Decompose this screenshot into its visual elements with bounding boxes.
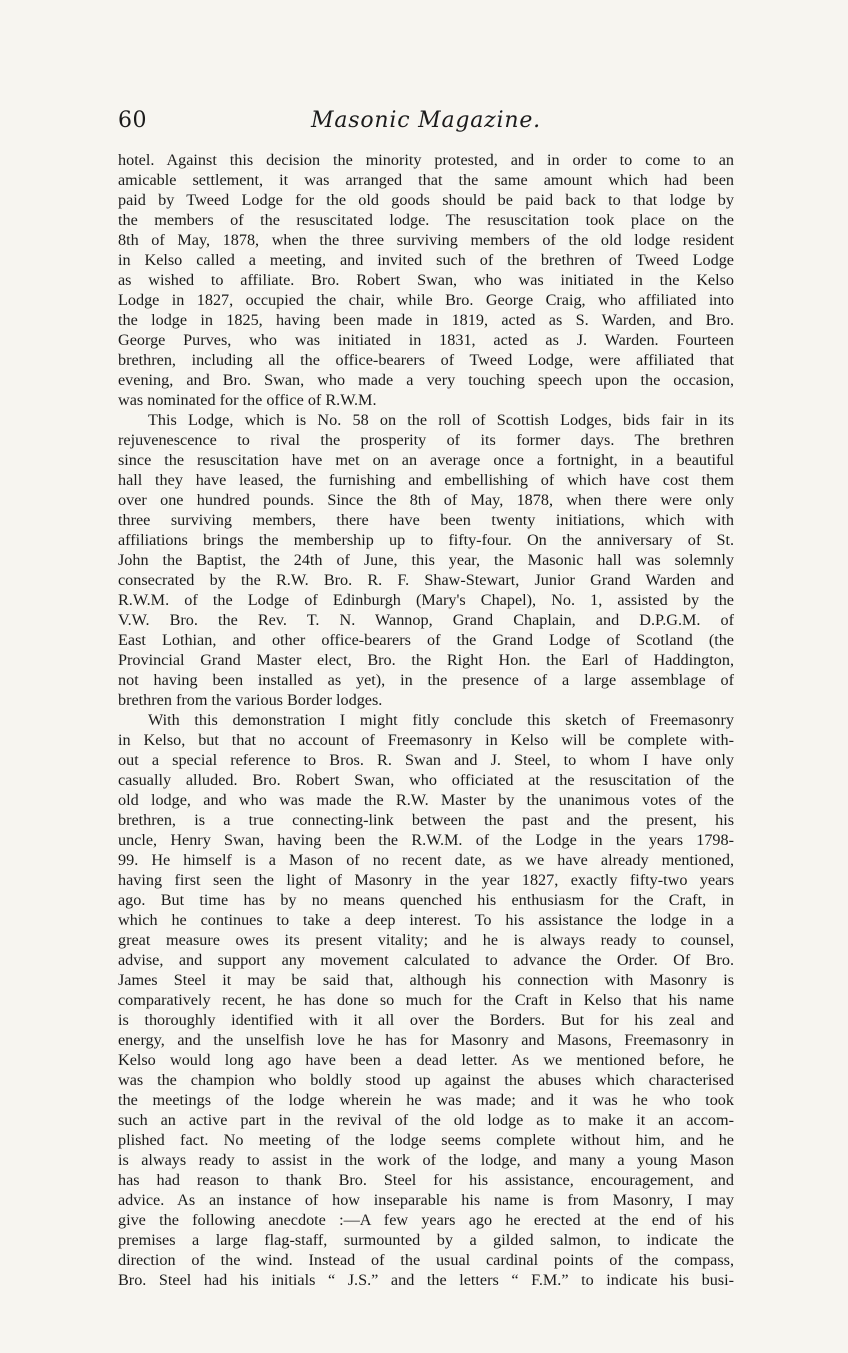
text-line: premises a large flag-staff, surmounted by a gilded salmon, to indicate the [118,1231,734,1249]
text-line: John the Baptist, the 24th of June, this year, the Masonic hall was solemnly [118,551,734,569]
text-line: affiliations brings the membership up to fifty-four. On the anniversary of St. [118,531,734,549]
running-head [118,108,734,142]
paragraph [118,410,734,710]
page-number: 60 [118,108,147,133]
text-line: uncle, Henry Swan, having been the R.W.M. of the Lodge in the years 1798- [118,831,734,849]
text-line: casually alluded. Bro. Robert Swan, who officiated at the resuscitation of the [118,771,734,789]
text-line: amicable settlement, it was arranged that the same amount which had been [118,171,734,189]
text-line: plished fact. No meeting of the lodge seems complete without him, and he [118,1131,734,1149]
text-line: consecrated by the R.W. Bro. R. F. Shaw-Stewart, Junior Grand Warden and [118,571,734,589]
text-line: 8th of May, 1878, when the three surviving members of the old lodge resident [118,231,734,249]
text-line: brethren, is a true connecting-link between the past and the present, his [118,811,734,829]
text-line: great measure owes its present vitality; and he is always ready to counsel, [118,931,734,949]
text-line: comparatively recent, he has done so much for the Craft in Kelso that his name [118,991,734,1009]
text-line: brethren, including all the office-bearers of Tweed Lodge, were affiliated that [118,351,734,369]
text-line: the lodge in 1825, having been made in 1819, acted as S. Warden, and Bro. [118,311,734,329]
text-line: over one hundred pounds. Since the 8th of May, 1878, when there were only [118,491,734,509]
paragraph [118,150,734,410]
text-line: Bro. Steel had his initials “ J.S.” and the letters “ F.M.” to indicate his busi- [118,1271,734,1289]
text-line: in Kelso, but that no account of Freemasonry in Kelso will be complete with- [118,731,734,749]
text-line: is always ready to assist in the work of the lodge, and many a young Mason [118,1151,734,1169]
text-line: advice. As an instance of how inseparable his name is from Masonry, I may [118,1191,734,1209]
text-line: give the following anecdote :—A few years ago he erected at the end of his [118,1211,734,1229]
text-line: as wished to affiliate. Bro. Robert Swan, who was initiated in the Kelso [118,271,734,289]
text-line: R.W.M. of the Lodge of Edinburgh (Mary's Chapel), No. 1, assisted by the [118,591,734,609]
text-line: has had reason to thank Bro. Steel for his assistance, encouragement, and [118,1171,734,1189]
paragraph [118,710,734,1290]
text-line: hall they have leased, the furnishing and embellishing of which have cost them [118,471,734,489]
text-line: This Lodge, which is No. 58 on the roll of Scottish Lodges, bids fair in its [148,411,734,429]
article-body [118,150,734,1290]
text-line: the meetings of the lodge wherein he was made; and it was he who took [118,1091,734,1109]
text-line: evening, and Bro. Swan, who made a very touching speech upon the occasion, [118,371,734,389]
text-line: George Purves, who was initiated in 1831, acted as J. Warden. Fourteen [118,331,734,349]
text-line: having first seen the light of Masonry in the year 1827, exactly fifty-two years [118,871,734,889]
text-line: hotel. Against this decision the minority protested, and in order to come to an [118,151,734,169]
page-title: Masonic Magazine. [311,108,541,133]
text-line: paid by Tweed Lodge for the old goods should be paid back to that lodge by [118,191,734,209]
text-line: With this demonstration I might fitly conclude this sketch of Freemasonry [148,711,734,729]
text-line: was the champion who boldly stood up against the abuses which characterised [118,1071,734,1089]
text-line: V.W. Bro. the Rev. T. N. Wannop, Grand Chaplain, and D.P.G.M. of [118,611,734,629]
text-line: East Lothian, and other office-bearers of the Grand Lodge of Scotland (the [118,631,734,649]
text-line: old lodge, and who was made the R.W. Master by the unanimous votes of the [118,791,734,809]
text-line: advise, and support any movement calculated to advance the Order. Of Bro. [118,951,734,969]
text-line: brethren from the various Border lodges. [118,691,383,709]
text-line: out a special reference to Bros. R. Swan and J. Steel, to whom I have only [118,751,734,769]
text-line: is thoroughly identified with it all over the Borders. But for his zeal and [118,1011,734,1029]
text-line: Kelso would long ago have been a dead letter. As we mentioned before, he [118,1051,734,1069]
text-line: the members of the resuscitated lodge. The resuscitation took place on the [118,211,734,229]
text-line: rejuvenescence to rival the prosperity of its former days. The brethren [118,431,734,449]
text-line: such an active part in the revival of the old lodge as to make it an accom- [118,1111,734,1129]
text-line: not having been installed as yet), in the presence of a large assemblage of [118,671,734,689]
text-line: three surviving members, there have been twenty initiations, which with [118,511,734,529]
text-line: was nominated for the office of R.W.M. [118,391,377,409]
text-line: direction of the wind. Instead of the usual cardinal points of the compass, [118,1251,734,1269]
text-line: James Steel it may be said that, although his connection with Masonry is [118,971,734,989]
text-line: 99. He himself is a Mason of no recent date, as we have already mentioned, [118,851,734,869]
text-line: Lodge in 1827, occupied the chair, while Bro. George Craig, who affiliated into [118,291,734,309]
text-line: in Kelso called a meeting, and invited such of the brethren of Tweed Lodge [118,251,734,269]
text-line: since the resuscitation have met on an average once a fortnight, in a beautiful [118,451,734,469]
text-line: which he continues to take a deep interest. To his assistance the lodge in a [118,911,734,929]
text-line: energy, and the unselfish love he has for Masonry and Masons, Freemasonry in [118,1031,734,1049]
text-line: Provincial Grand Master elect, Bro. the Right Hon. the Earl of Haddington, [118,651,734,669]
text-line: ago. But time has by no means quenched his enthusiasm for the Craft, in [118,891,734,909]
